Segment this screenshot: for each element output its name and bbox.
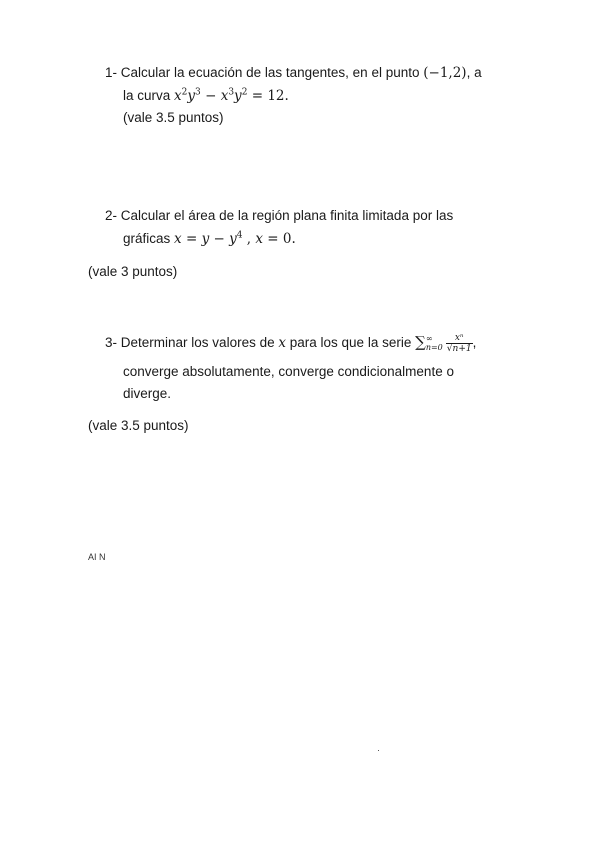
q1-points: (vale 3.5 puntos) [123,110,224,125]
q1-line2 [123,86,289,106]
q2-points: (vale 3 puntos) [88,264,178,279]
q1-line1-text: Calcular la ecuación de las tangentes, en el punto [120,65,420,80]
q3-points: (vale 3.5 puntos) [88,418,189,433]
q3-var: x [278,335,286,351]
q1-line2-text: la curva [123,88,171,103]
q1-number: 1- [105,65,118,80]
q1-equation: $x^2y^3 - x^3y^2 = 12$. [174,87,289,104]
q3-series: ∑ ∞ n=0 $\frac{\text{xⁿ}}{√n+1}$ , [415,332,477,354]
q2-line1-text: Calcular el área de la región plana finita limitada por las [120,208,454,223]
q3-line1-mid: para los que la serie [289,335,412,350]
q3-line2: converge absolutamente, converge condicionalmente o [123,364,454,379]
series-fraction: $\frac{\text{xⁿ}}{√n+1}$ [446,332,472,354]
q2-number: 2- [105,208,118,223]
footer-initials: AI N [88,552,106,562]
q1-line1-end: , a [466,65,482,80]
q2-line1 [105,206,453,226]
sum-limits: ∞ n=0 [425,334,443,353]
q3-line1 [105,332,476,354]
q2-line2-text: gráficas [123,231,171,246]
q2-equation: $x = y - y^4$ , x = 0. [174,230,296,247]
sigma-symbol: ∑ [415,333,426,351]
q3-line3: diverge. [123,386,172,401]
stray-dot [378,750,379,751]
q2-line2 [123,229,296,249]
q3-line1-text: Determinar los valores de [120,335,275,350]
q3-number: 3- [105,335,118,350]
q1-point: (−1,2) [423,65,467,81]
q1-line1 [105,63,482,83]
